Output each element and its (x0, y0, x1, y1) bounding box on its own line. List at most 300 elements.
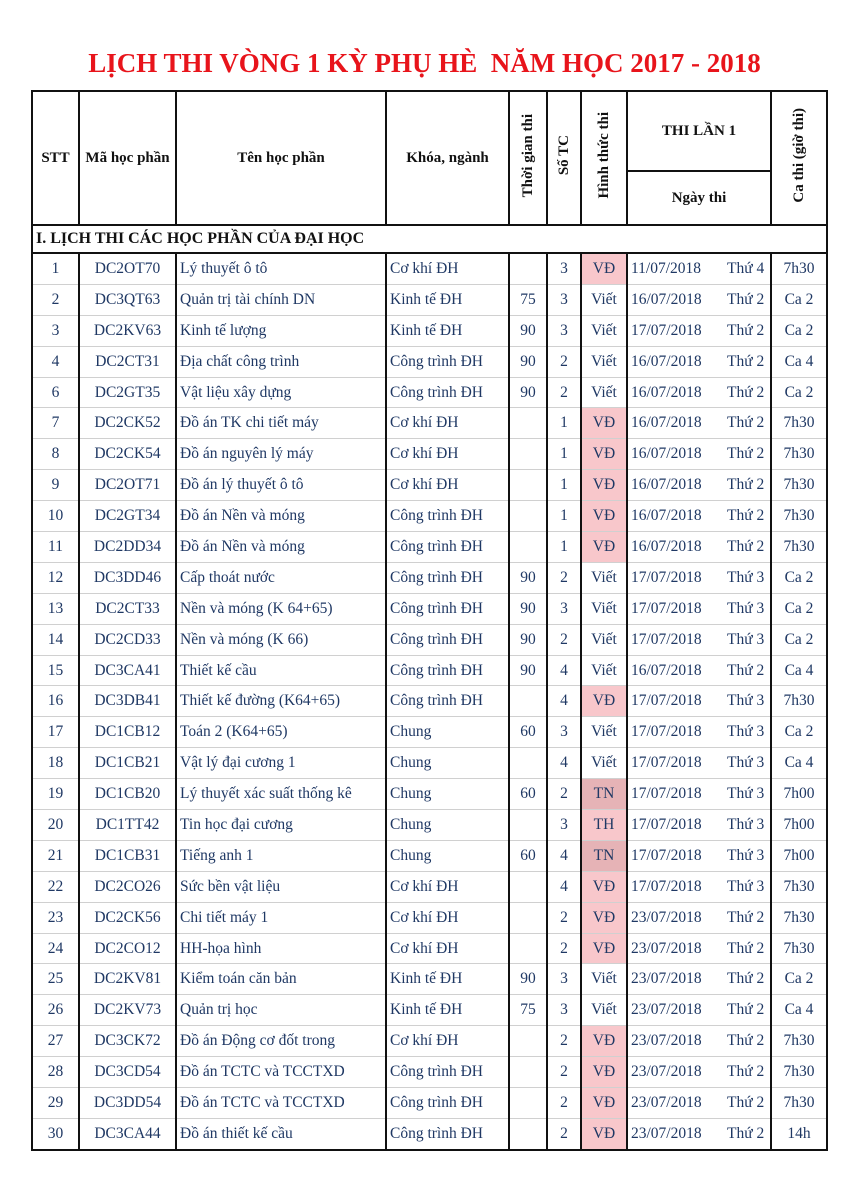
exam-date: 17/07/2018 (631, 846, 702, 864)
cell-duration (509, 1118, 547, 1149)
cell-exam-form: Viết (581, 377, 627, 408)
cell-exam-date (627, 840, 771, 871)
cell-credits: 3 (547, 315, 581, 346)
cell-credits: 2 (547, 933, 581, 964)
exam-weekday: Thứ 3 (727, 754, 765, 772)
cell-exam-date (627, 501, 771, 532)
table-header (32, 91, 827, 225)
header-round: THI LẦN 1 (627, 91, 771, 171)
table-row (32, 1057, 827, 1088)
cell-shift: Ca 2 (771, 593, 827, 624)
cell-duration (509, 871, 547, 902)
cell-exam-form: VĐ (581, 686, 627, 717)
cell-shift: 7h00 (771, 810, 827, 841)
cell-credits: 3 (547, 995, 581, 1026)
cell-course-name: Kiểm toán căn bản (176, 964, 386, 995)
cell-dept: Công trình ĐH (386, 377, 509, 408)
exam-date: 23/07/2018 (631, 1124, 702, 1142)
exam-weekday: Thứ 3 (727, 630, 765, 648)
cell-stt: 11 (32, 532, 79, 563)
cell-stt: 1 (32, 253, 79, 284)
cell-credits: 2 (547, 1088, 581, 1119)
cell-credits: 2 (547, 346, 581, 377)
cell-duration (509, 902, 547, 933)
cell-shift: 7h30 (771, 439, 827, 470)
cell-dept: Cơ khí ĐH (386, 1026, 509, 1057)
cell-exam-form: Viết (581, 964, 627, 995)
cell-exam-date (627, 1088, 771, 1119)
cell-stt: 9 (32, 470, 79, 501)
cell-dept: Chung (386, 748, 509, 779)
cell-stt: 23 (32, 902, 79, 933)
exam-weekday: Thứ 3 (727, 692, 765, 710)
cell-shift: Ca 2 (771, 315, 827, 346)
cell-exam-form: VĐ (581, 408, 627, 439)
cell-duration: 90 (509, 964, 547, 995)
exam-date: 17/07/2018 (631, 599, 702, 617)
exam-date: 17/07/2018 (631, 321, 702, 339)
header-credits-label: Số TC (555, 135, 572, 176)
cell-shift: 7h30 (771, 1057, 827, 1088)
cell-shift: 7h00 (771, 840, 827, 871)
cell-code: DC2KV73 (79, 995, 176, 1026)
exam-weekday: Thứ 3 (727, 877, 765, 895)
cell-dept: Công trình ĐH (386, 501, 509, 532)
cell-exam-date (627, 315, 771, 346)
exam-weekday: Thứ 2 (727, 290, 765, 308)
cell-exam-form: TN (581, 840, 627, 871)
cell-credits: 1 (547, 501, 581, 532)
cell-course-name: Lý thuyết xác suất thống kê (176, 779, 386, 810)
cell-shift: 7h00 (771, 779, 827, 810)
cell-exam-form: Viết (581, 995, 627, 1026)
cell-code: DC2OT71 (79, 470, 176, 501)
exam-date: 16/07/2018 (631, 383, 702, 401)
cell-duration: 75 (509, 995, 547, 1026)
exam-weekday: Thứ 2 (727, 414, 765, 432)
cell-dept: Công trình ĐH (386, 562, 509, 593)
cell-exam-date (627, 810, 771, 841)
cell-shift: 7h30 (771, 1026, 827, 1057)
cell-stt: 21 (32, 840, 79, 871)
cell-credits: 2 (547, 779, 581, 810)
cell-code: DC2GT34 (79, 501, 176, 532)
cell-exam-form: TH (581, 810, 627, 841)
table-row (32, 1088, 827, 1119)
table-row (32, 871, 827, 902)
cell-credits: 1 (547, 408, 581, 439)
cell-exam-date (627, 346, 771, 377)
table-row (32, 902, 827, 933)
table-row (32, 501, 827, 532)
cell-exam-date (627, 1118, 771, 1149)
cell-credits: 1 (547, 532, 581, 563)
cell-course-name: Đồ án Động cơ đốt trong (176, 1026, 386, 1057)
cell-course-name: Đồ án thiết kế cầu (176, 1118, 386, 1149)
exam-date: 23/07/2018 (631, 970, 702, 988)
cell-code: DC1TT42 (79, 810, 176, 841)
header-duration-label: Thời gian thi (519, 113, 536, 198)
cell-dept: Chung (386, 840, 509, 871)
cell-shift: 7h30 (771, 933, 827, 964)
exam-date: 23/07/2018 (631, 939, 702, 957)
cell-code: DC1CB21 (79, 748, 176, 779)
cell-duration: 90 (509, 346, 547, 377)
cell-credits: 1 (547, 470, 581, 501)
cell-dept: Chung (386, 810, 509, 841)
table-row (32, 779, 827, 810)
cell-stt: 3 (32, 315, 79, 346)
cell-shift: Ca 2 (771, 624, 827, 655)
cell-code: DC2CD33 (79, 624, 176, 655)
cell-course-name: Lý thuyết ô tô (176, 253, 386, 284)
cell-credits: 1 (547, 439, 581, 470)
cell-exam-date (627, 686, 771, 717)
cell-stt: 6 (32, 377, 79, 408)
cell-exam-form: VĐ (581, 902, 627, 933)
exam-date: 16/07/2018 (631, 661, 702, 679)
cell-credits: 4 (547, 840, 581, 871)
cell-dept: Cơ khí ĐH (386, 902, 509, 933)
cell-course-name: Đồ án lý thuyết ô tô (176, 470, 386, 501)
header-dept: Khóa, ngành (386, 91, 509, 225)
cell-course-name: Tin học đại cương (176, 810, 386, 841)
cell-dept: Cơ khí ĐH (386, 253, 509, 284)
cell-exam-form: Viết (581, 315, 627, 346)
cell-exam-form: Viết (581, 624, 627, 655)
exam-date: 16/07/2018 (631, 476, 702, 494)
cell-stt: 24 (32, 933, 79, 964)
cell-exam-date (627, 995, 771, 1026)
cell-code: DC2GT35 (79, 377, 176, 408)
header-shift (771, 91, 827, 225)
cell-shift: 7h30 (771, 1088, 827, 1119)
cell-duration: 90 (509, 562, 547, 593)
cell-stt: 20 (32, 810, 79, 841)
cell-course-name: HH-họa hình (176, 933, 386, 964)
cell-exam-form: VĐ (581, 439, 627, 470)
cell-credits: 2 (547, 1057, 581, 1088)
cell-credits: 2 (547, 1026, 581, 1057)
exam-date: 17/07/2018 (631, 630, 702, 648)
table-row (32, 995, 827, 1026)
table-row (32, 562, 827, 593)
cell-shift: 7h30 (771, 408, 827, 439)
exam-weekday: Thứ 2 (727, 1093, 765, 1111)
table-row (32, 1118, 827, 1149)
cell-dept: Công trình ĐH (386, 686, 509, 717)
cell-duration: 60 (509, 779, 547, 810)
cell-code: DC2CO26 (79, 871, 176, 902)
cell-exam-form: VĐ (581, 1026, 627, 1057)
header-form-label: Hình thức thi (595, 112, 612, 199)
exam-weekday: Thứ 2 (727, 507, 765, 525)
exam-weekday: Thứ 2 (727, 1124, 765, 1142)
cell-exam-date (627, 871, 771, 902)
cell-exam-date (627, 748, 771, 779)
cell-shift: Ca 2 (771, 562, 827, 593)
cell-course-name: Đồ án nguyên lý máy (176, 439, 386, 470)
cell-dept: Kinh tế ĐH (386, 284, 509, 315)
cell-dept: Kinh tế ĐH (386, 995, 509, 1026)
table-row (32, 470, 827, 501)
header-name: Tên học phần (176, 91, 386, 225)
exam-weekday: Thứ 3 (727, 723, 765, 741)
cell-exam-date (627, 717, 771, 748)
cell-code: DC1CB20 (79, 779, 176, 810)
exam-date: 17/07/2018 (631, 692, 702, 710)
cell-stt: 30 (32, 1118, 79, 1149)
exam-weekday: Thứ 2 (727, 383, 765, 401)
cell-dept: Công trình ĐH (386, 1057, 509, 1088)
cell-stt: 25 (32, 964, 79, 995)
cell-exam-date (627, 253, 771, 284)
cell-shift: Ca 4 (771, 748, 827, 779)
cell-course-name: Đồ án TK chi tiết máy (176, 408, 386, 439)
cell-code: DC2CK56 (79, 902, 176, 933)
section-title: I. LỊCH THI CÁC HỌC PHẦN CỦA ĐẠI HỌC (32, 225, 827, 253)
cell-duration (509, 439, 547, 470)
table-row (32, 964, 827, 995)
cell-stt: 28 (32, 1057, 79, 1088)
cell-duration: 90 (509, 377, 547, 408)
cell-duration (509, 532, 547, 563)
cell-dept: Công trình ĐH (386, 532, 509, 563)
cell-code: DC2CK54 (79, 439, 176, 470)
table-row (32, 315, 827, 346)
cell-exam-date (627, 377, 771, 408)
exam-date: 16/07/2018 (631, 537, 702, 555)
cell-code: DC3CK72 (79, 1026, 176, 1057)
table-row (32, 377, 827, 408)
page-title: LỊCH THI VÒNG 1 KỲ PHỤ HÈ NĂM HỌC 2017 - 2018 (88, 48, 761, 78)
header-duration (509, 91, 547, 225)
cell-exam-date (627, 562, 771, 593)
cell-stt: 19 (32, 779, 79, 810)
cell-credits: 2 (547, 377, 581, 408)
exam-weekday: Thứ 2 (727, 321, 765, 339)
cell-code: DC3DD46 (79, 562, 176, 593)
exam-weekday: Thứ 2 (727, 661, 765, 679)
cell-credits: 3 (547, 717, 581, 748)
cell-exam-date (627, 470, 771, 501)
header-credits (547, 91, 581, 225)
cell-dept: Kinh tế ĐH (386, 964, 509, 995)
cell-stt: 7 (32, 408, 79, 439)
cell-duration (509, 1057, 547, 1088)
cell-exam-form: VĐ (581, 1118, 627, 1149)
cell-credits: 2 (547, 562, 581, 593)
cell-exam-form: Viết (581, 717, 627, 748)
exam-weekday: Thứ 2 (727, 908, 765, 926)
cell-exam-date (627, 655, 771, 686)
section-row (32, 225, 827, 253)
header-code: Mã học phần (79, 91, 176, 225)
cell-stt: 12 (32, 562, 79, 593)
cell-duration: 90 (509, 593, 547, 624)
exam-date: 17/07/2018 (631, 815, 702, 833)
cell-code: DC2DD34 (79, 532, 176, 563)
cell-exam-form: Viết (581, 655, 627, 686)
exam-weekday: Thứ 2 (727, 970, 765, 988)
exam-date: 16/07/2018 (631, 507, 702, 525)
table-row (32, 655, 827, 686)
exam-weekday: Thứ 4 (727, 259, 765, 277)
exam-weekday: Thứ 3 (727, 815, 765, 833)
cell-exam-date (627, 408, 771, 439)
cell-duration: 90 (509, 315, 547, 346)
cell-code: DC2CO12 (79, 933, 176, 964)
cell-code: DC3CA41 (79, 655, 176, 686)
cell-course-name: Quản trị học (176, 995, 386, 1026)
cell-course-name: Chi tiết máy 1 (176, 902, 386, 933)
cell-duration (509, 810, 547, 841)
cell-dept: Kinh tế ĐH (386, 315, 509, 346)
cell-dept: Công trình ĐH (386, 655, 509, 686)
cell-exam-form: VĐ (581, 1088, 627, 1119)
cell-exam-form: Viết (581, 562, 627, 593)
cell-course-name: Vật liệu xây dựng (176, 377, 386, 408)
cell-dept: Cơ khí ĐH (386, 470, 509, 501)
cell-duration (509, 470, 547, 501)
exam-date: 17/07/2018 (631, 877, 702, 895)
cell-credits: 4 (547, 748, 581, 779)
cell-dept: Cơ khí ĐH (386, 933, 509, 964)
cell-exam-form: Viết (581, 346, 627, 377)
cell-code: DC2CT31 (79, 346, 176, 377)
table-row (32, 408, 827, 439)
cell-stt: 29 (32, 1088, 79, 1119)
cell-course-name: Kinh tế lượng (176, 315, 386, 346)
cell-stt: 16 (32, 686, 79, 717)
header-shift-label: Ca thi (giờ thi) (790, 108, 807, 203)
cell-code: DC3QT63 (79, 284, 176, 315)
cell-exam-date (627, 284, 771, 315)
header-date: Ngày thi (627, 171, 771, 225)
exam-weekday: Thứ 2 (727, 445, 765, 463)
cell-course-name: Sức bền vật liệu (176, 871, 386, 902)
table-row (32, 810, 827, 841)
cell-exam-date (627, 779, 771, 810)
cell-exam-date (627, 1026, 771, 1057)
cell-exam-form: VĐ (581, 871, 627, 902)
cell-shift: Ca 2 (771, 284, 827, 315)
exam-weekday: Thứ 2 (727, 939, 765, 957)
cell-course-name: Nền và móng (K 64+65) (176, 593, 386, 624)
cell-course-name: Cấp thoát nước (176, 562, 386, 593)
cell-code: DC2OT70 (79, 253, 176, 284)
cell-exam-form: Viết (581, 748, 627, 779)
cell-course-name: Toán 2 (K64+65) (176, 717, 386, 748)
cell-exam-form: Viết (581, 593, 627, 624)
cell-exam-date (627, 964, 771, 995)
cell-duration (509, 1026, 547, 1057)
cell-code: DC2KV63 (79, 315, 176, 346)
cell-shift: 7h30 (771, 253, 827, 284)
cell-exam-form: VĐ (581, 501, 627, 532)
exam-date: 17/07/2018 (631, 785, 702, 803)
cell-credits: 4 (547, 686, 581, 717)
table-row (32, 840, 827, 871)
cell-shift: Ca 4 (771, 346, 827, 377)
cell-course-name: Đồ án TCTC và TCCTXD (176, 1088, 386, 1119)
cell-exam-date (627, 532, 771, 563)
exam-date: 23/07/2018 (631, 908, 702, 926)
exam-weekday: Thứ 2 (727, 476, 765, 494)
cell-course-name: Đồ án TCTC và TCCTXD (176, 1057, 386, 1088)
cell-course-name: Đồ án Nền và móng (176, 501, 386, 532)
cell-stt: 26 (32, 995, 79, 1026)
exam-date: 16/07/2018 (631, 414, 702, 432)
cell-shift: Ca 2 (771, 717, 827, 748)
cell-course-name: Đồ án Nền và móng (176, 532, 386, 563)
cell-shift: 7h30 (771, 470, 827, 501)
cell-dept: Chung (386, 779, 509, 810)
cell-duration (509, 748, 547, 779)
cell-stt: 27 (32, 1026, 79, 1057)
exam-weekday: Thứ 2 (727, 1063, 765, 1081)
exam-date: 17/07/2018 (631, 568, 702, 586)
exam-weekday: Thứ 3 (727, 568, 765, 586)
exam-weekday: Thứ 3 (727, 785, 765, 803)
table-row (32, 748, 827, 779)
table-row (32, 532, 827, 563)
cell-dept: Cơ khí ĐH (386, 871, 509, 902)
cell-shift: Ca 4 (771, 995, 827, 1026)
cell-stt: 8 (32, 439, 79, 470)
cell-credits: 2 (547, 902, 581, 933)
exam-weekday: Thứ 2 (727, 1032, 765, 1050)
cell-stt: 2 (32, 284, 79, 315)
table-row (32, 1026, 827, 1057)
cell-duration: 75 (509, 284, 547, 315)
cell-stt: 10 (32, 501, 79, 532)
cell-code: DC3DB41 (79, 686, 176, 717)
cell-stt: 22 (32, 871, 79, 902)
cell-shift: Ca 2 (771, 964, 827, 995)
table-row (32, 346, 827, 377)
cell-exam-form: TN (581, 779, 627, 810)
cell-course-name: Thiết kế cầu (176, 655, 386, 686)
cell-course-name: Địa chất công trình (176, 346, 386, 377)
cell-exam-date (627, 439, 771, 470)
cell-code: DC3CD54 (79, 1057, 176, 1088)
header-form (581, 91, 627, 225)
table-row (32, 933, 827, 964)
exam-weekday: Thứ 3 (727, 599, 765, 617)
cell-duration: 90 (509, 655, 547, 686)
exam-date: 23/07/2018 (631, 1093, 702, 1111)
cell-shift: 7h30 (771, 501, 827, 532)
cell-code: DC2KV81 (79, 964, 176, 995)
table-row (32, 686, 827, 717)
cell-course-name: Vật lý đại cương 1 (176, 748, 386, 779)
cell-stt: 13 (32, 593, 79, 624)
exam-schedule-table (31, 90, 828, 1151)
cell-stt: 15 (32, 655, 79, 686)
cell-code: DC1CB31 (79, 840, 176, 871)
exam-weekday: Thứ 2 (727, 352, 765, 370)
cell-dept: Công trình ĐH (386, 624, 509, 655)
cell-shift: 7h30 (771, 532, 827, 563)
cell-exam-form: VĐ (581, 1057, 627, 1088)
exam-date: 23/07/2018 (631, 1063, 702, 1081)
cell-exam-form: VĐ (581, 253, 627, 284)
cell-stt: 4 (32, 346, 79, 377)
exam-date: 17/07/2018 (631, 723, 702, 741)
exam-date: 23/07/2018 (631, 1001, 702, 1019)
exam-weekday: Thứ 2 (727, 1001, 765, 1019)
